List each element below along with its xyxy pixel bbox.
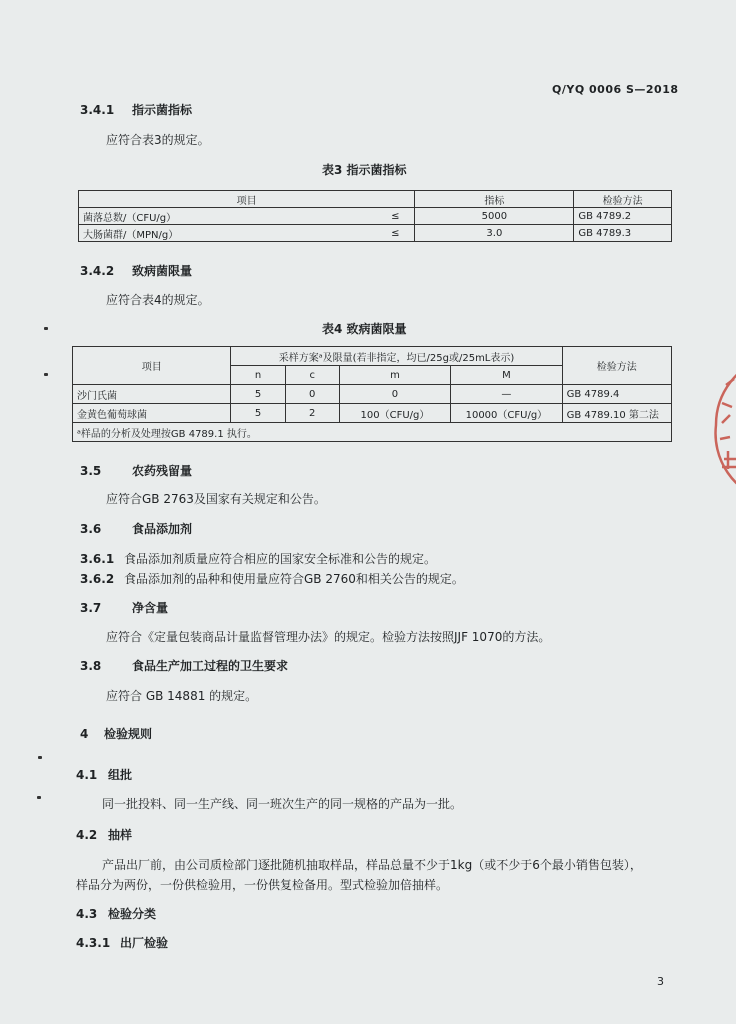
table-cell-value: 3.0	[415, 225, 574, 242]
section-number: 4.1	[76, 768, 98, 782]
table-cell-method: GB 4789.2	[574, 208, 672, 225]
scan-mark	[37, 796, 41, 799]
section-number: 3.4.2	[80, 264, 115, 278]
table3	[78, 190, 672, 242]
section-3-8-heading	[80, 657, 288, 674]
section-title: 抽样	[108, 828, 133, 842]
scan-mark	[44, 373, 48, 376]
section-title: 食品添加剂	[132, 522, 193, 536]
table-cell-m: 0	[339, 385, 450, 404]
table-cell-item: 大肠菌群/（MPN/g）	[79, 225, 377, 242]
section-4-1-text: 同一批投料、同一生产线、同一班次生产的同一规格的产品为一批。	[102, 797, 463, 811]
section-3-7-text: 应符合《定量包装商品计量监督管理办法》的规定。检验方法按照JJF 1070的方法。	[106, 630, 551, 644]
section-number: 3.6.1	[80, 552, 115, 566]
table-cell-M: —	[451, 385, 562, 404]
table-subheader-cell: n	[231, 366, 285, 385]
table-note-row	[73, 423, 672, 442]
section-4-heading	[80, 725, 152, 742]
table-cell-item: 菌落总数/（CFU/g）	[79, 208, 377, 225]
section-3-6-1	[80, 550, 436, 567]
section-title: 检验分类	[108, 907, 157, 921]
table-note: ᵃ样品的分析及处理按GB 4789.1 执行。	[73, 423, 672, 442]
section-number: 4	[80, 727, 89, 741]
section-4-1-heading	[76, 766, 132, 783]
section-3-4-1-text: 应符合表3的规定。	[106, 133, 210, 147]
scan-mark	[38, 756, 42, 759]
table-cell-M: 10000（CFU/g）	[451, 404, 562, 423]
section-3-8-text: 应符合 GB 14881 的规定。	[106, 689, 258, 703]
section-3-7-heading	[80, 599, 168, 616]
table4	[72, 346, 672, 442]
section-text: 食品添加剂质量应符合相应的国家安全标准和公告的规定。	[124, 552, 437, 566]
section-number: 3.6	[80, 522, 102, 536]
table-cell-c: 2	[285, 404, 339, 423]
section-3-6-heading	[80, 520, 192, 537]
table-header-cell: 项目	[79, 191, 415, 208]
section-3-5-heading	[80, 462, 192, 479]
table3-caption: 表3 指示菌指标	[322, 163, 407, 177]
table-cell-value: 5000	[415, 208, 574, 225]
section-4-2-text-line2: 样品分为两份，一份供检验用，一份供复检备用。型式检验加倍抽样。	[76, 878, 449, 892]
table4-caption: 表4 致病菌限量	[322, 322, 407, 336]
table-cell-c: 0	[285, 385, 339, 404]
section-3-6-2	[80, 570, 464, 587]
section-title: 出厂检验	[120, 936, 169, 950]
section-number: 4.3	[76, 907, 98, 921]
page-number: 3	[657, 975, 664, 988]
table-cell-n: 5	[231, 404, 285, 423]
table-header-cell: 采样方案ᵃ及限量(若非指定，均已/25g或/25mL表示)	[231, 347, 562, 366]
section-3-4-2-text: 应符合表4的规定。	[106, 293, 210, 307]
table-subheader-cell: m	[339, 366, 450, 385]
section-title: 组批	[108, 768, 133, 782]
section-3-4-2-heading	[80, 262, 192, 279]
section-number: 3.5	[80, 464, 102, 478]
table-header-cell: 项目	[73, 347, 231, 385]
table-cell-n: 5	[231, 385, 285, 404]
section-title: 致病菌限量	[132, 264, 193, 278]
table-subheader-cell: c	[285, 366, 339, 385]
section-number: 3.7	[80, 601, 102, 615]
section-number: 4.2	[76, 828, 98, 842]
table-cell-method: GB 4789.3	[574, 225, 672, 242]
section-4-2-heading	[76, 826, 132, 843]
section-title: 检验规则	[104, 727, 153, 741]
table-row	[79, 225, 672, 242]
section-text: 食品添加剂的品种和使用量应符合GB 2760和相关公告的规定。	[124, 572, 464, 586]
table-header-cell: 检验方法	[562, 347, 671, 385]
scan-mark	[44, 327, 48, 330]
section-number: 3.8	[80, 659, 102, 673]
section-title: 食品生产加工过程的卫生要求	[132, 659, 289, 673]
section-3-4-1-heading	[80, 101, 192, 118]
table-header-cell: 指标	[415, 191, 574, 208]
section-title: 农药残留量	[132, 464, 193, 478]
table-cell-m: 100（CFU/g）	[339, 404, 450, 423]
table-header-row	[73, 347, 672, 366]
section-title: 净含量	[132, 601, 169, 615]
section-4-3-1-heading	[76, 934, 168, 951]
section-4-2-text-line1: 产品出厂前，由公司质检部门逐批随机抽取样品，样品总量不少于1kg（或不少于6个最小销售包装），	[102, 858, 642, 872]
section-number: 4.3.1	[76, 936, 111, 950]
table-cell-method: GB 4789.10 第二法	[562, 404, 671, 423]
table-subheader-cell: M	[451, 366, 562, 385]
table-cell-operator: ≤	[376, 225, 415, 242]
section-4-3-heading	[76, 905, 156, 922]
table-header-cell: 检验方法	[574, 191, 672, 208]
document-id: Q/YQ 0006 S—2018	[552, 83, 679, 96]
section-3-5-text: 应符合GB 2763及国家有关规定和公告。	[106, 492, 326, 506]
table-row	[73, 385, 672, 404]
table-cell-item: 金黄色葡萄球菌	[73, 404, 231, 423]
table-row	[73, 404, 672, 423]
table-header-row	[79, 191, 672, 208]
company-seal-stamp	[708, 355, 736, 505]
section-title: 指示菌指标	[132, 103, 193, 117]
table-cell-item: 沙门氏菌	[73, 385, 231, 404]
table-row	[79, 208, 672, 225]
section-number: 3.4.1	[80, 103, 115, 117]
section-number: 3.6.2	[80, 572, 115, 586]
table-cell-method: GB 4789.4	[562, 385, 671, 404]
table-cell-operator: ≤	[376, 208, 415, 225]
